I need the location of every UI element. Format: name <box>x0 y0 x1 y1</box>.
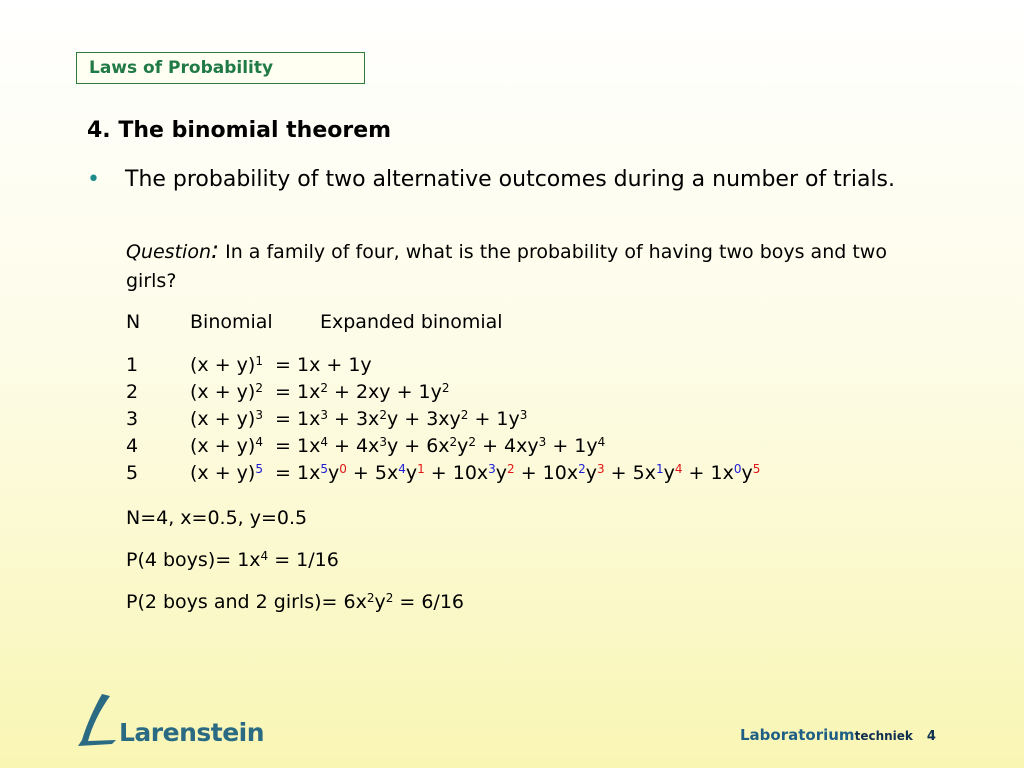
values-line: N=4, x=0.5, y=0.5 <box>126 507 308 529</box>
expression-text: + 5x <box>604 462 656 484</box>
row-expression <box>190 406 527 433</box>
p-two-two-a: P(2 boys and 2 girls)= 6x <box>126 591 367 613</box>
row-n: 3 <box>126 408 139 430</box>
row-expression <box>190 433 605 460</box>
exponent: 2 <box>460 408 469 422</box>
header-binomial: Binomial <box>190 311 273 333</box>
expression-text: = 1x <box>262 408 321 430</box>
exponent: 2 <box>379 408 387 422</box>
expression-text: + 10x <box>424 462 489 484</box>
question-body: In a family of four, what is the probability of having two boys and two girls? <box>126 241 887 292</box>
expression-text: y <box>405 462 418 484</box>
header-expanded: Expanded binomial <box>320 311 503 333</box>
expression-text: y <box>741 462 753 484</box>
footer-lab-word: Laboratorium <box>740 726 855 744</box>
row-expression <box>190 352 372 379</box>
p-two-two-exp-y: 2 <box>385 591 394 605</box>
footer <box>740 725 936 744</box>
row-n: 1 <box>126 354 139 376</box>
p-two-two-b: = 6/16 <box>393 591 465 613</box>
expression-text: y <box>495 462 508 484</box>
exponent: 2 <box>449 435 458 449</box>
expression-text: = 1x <box>262 462 321 484</box>
exponent: 2 <box>578 462 586 476</box>
expression-text: y <box>663 462 675 484</box>
exponent: 4 <box>398 462 406 476</box>
exponent: 1 <box>655 462 664 476</box>
expression-text: = 1x + 1y <box>262 354 372 376</box>
expression-text: y + 6x <box>386 435 450 457</box>
exponent: 3 <box>255 408 263 422</box>
p-four-boys-exp: 4 <box>260 549 269 563</box>
exponent: 2 <box>441 381 450 395</box>
expression-text: (x + y) <box>190 435 256 457</box>
row-n: 4 <box>126 435 139 457</box>
exponent: 4 <box>255 435 263 449</box>
bullet-dot-icon: • <box>87 167 100 192</box>
expression-text: + 1y <box>546 435 598 457</box>
expression-text: (x + y) <box>190 354 256 376</box>
exponent: 3 <box>320 408 328 422</box>
logo-text: Larenstein <box>119 718 265 747</box>
exponent: 5 <box>320 462 328 476</box>
expression-text: + 2xy + 1y <box>327 381 442 403</box>
table-header <box>126 311 626 337</box>
header-n: N <box>126 311 141 333</box>
exponent: 5 <box>752 462 761 476</box>
expression-text: y <box>327 462 340 484</box>
row-n: 2 <box>126 381 139 403</box>
expression-text: (x + y) <box>190 462 256 484</box>
expression-text: y <box>585 462 597 484</box>
expression-text: + 10x <box>514 462 579 484</box>
exponent: 5 <box>255 462 263 476</box>
expression-text: + 4xy <box>476 435 539 457</box>
page-number: 4 <box>926 729 936 744</box>
expression-text: y + 3xy <box>386 408 461 430</box>
bullet-text: The probability of two alternative outcomes during a number of trials. <box>125 167 896 192</box>
p-two-two <box>126 591 464 613</box>
p-four-boys-a: P(4 boys)= 1x <box>126 549 261 571</box>
expression-text: + 3x <box>327 408 380 430</box>
exponent: 2 <box>255 381 263 395</box>
exponent: 3 <box>538 435 547 449</box>
p-four-boys <box>126 549 339 571</box>
expression-text: + 1y <box>468 408 520 430</box>
expression-text: + 4x <box>327 435 380 457</box>
p-two-two-mid: y <box>374 591 386 613</box>
row-n: 5 <box>126 462 139 484</box>
expression-text: = 1x <box>262 435 321 457</box>
expression-text: (x + y) <box>190 381 256 403</box>
exponent: 2 <box>507 462 515 476</box>
exponent: 1 <box>255 354 263 368</box>
exponent: 4 <box>597 435 606 449</box>
row-expression <box>190 460 760 487</box>
expression-text: + 5x <box>346 462 399 484</box>
question-text <box>126 236 916 296</box>
p-four-boys-b: = 1/16 <box>268 549 339 571</box>
exponent: 0 <box>733 462 742 476</box>
expression-text: y <box>457 435 469 457</box>
exponent: 2 <box>468 435 477 449</box>
exponent: 1 <box>417 462 425 476</box>
p-two-two-exp-x: 2 <box>366 591 375 605</box>
exponent: 4 <box>674 462 683 476</box>
exponent: 3 <box>488 462 496 476</box>
slide-title: Laws of Probability <box>76 52 365 84</box>
exponent: 4 <box>320 435 328 449</box>
expression-text: + 1x <box>682 462 734 484</box>
section-heading: 4. The binomial theorem <box>87 118 392 143</box>
exponent: 3 <box>379 435 387 449</box>
question-label: Question <box>126 241 211 263</box>
expression-text: (x + y) <box>190 408 256 430</box>
expression-text: = 1x <box>262 381 321 403</box>
exponent: 2 <box>320 381 328 395</box>
exponent: 3 <box>597 462 605 476</box>
row-expression <box>190 379 450 406</box>
footer-tech-word: techniek <box>854 729 913 743</box>
exponent: 0 <box>339 462 347 476</box>
question-colon: : <box>210 236 220 264</box>
exponent: 3 <box>519 408 528 422</box>
